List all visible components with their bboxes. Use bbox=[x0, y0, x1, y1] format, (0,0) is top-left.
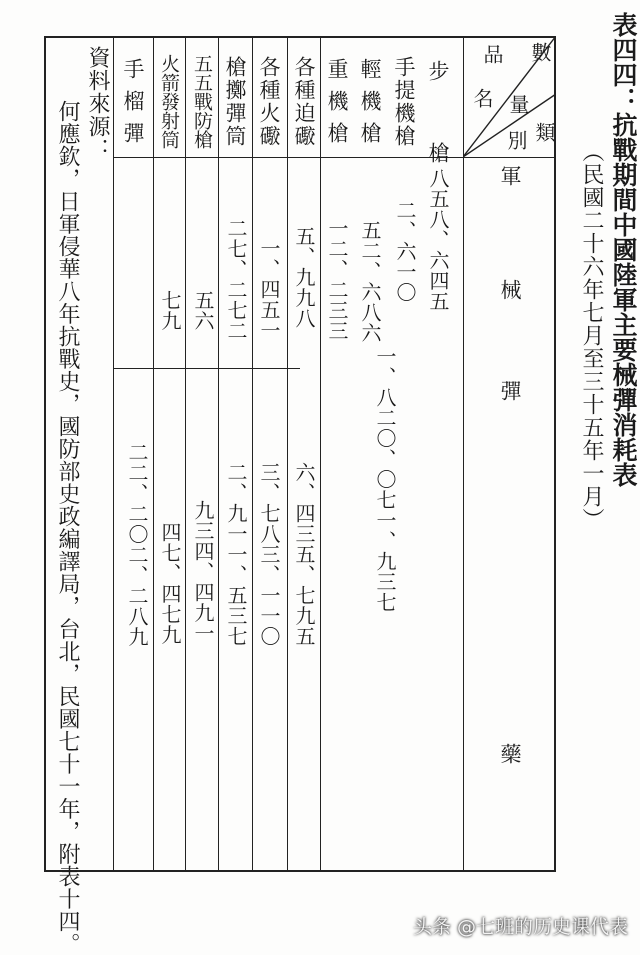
header-item: 品 bbox=[480, 44, 504, 64]
header-amount: 量 bbox=[506, 94, 530, 114]
arms-value: 八五八、六四五 bbox=[426, 168, 450, 312]
source-text: 何應欽，日軍侵華八年抗戰史，國防部史政編譯局，台北，民國七十一年，附表十四。 bbox=[55, 100, 80, 955]
separator bbox=[218, 36, 219, 872]
separator bbox=[113, 157, 556, 158]
arms-value: 五、九九八 bbox=[292, 226, 316, 329]
row-name: 火箭發射筒 bbox=[158, 54, 180, 149]
header-quantity: 數 bbox=[528, 42, 552, 62]
row-name: 重機槍 bbox=[325, 58, 349, 154]
row-name: 手榴彈 bbox=[121, 58, 145, 154]
row-name: 各種火礮 bbox=[257, 56, 281, 148]
arms-value: 二、六一〇 bbox=[393, 200, 417, 303]
header-separate: 別 bbox=[504, 130, 528, 150]
separator bbox=[153, 36, 154, 872]
row-name: 手提機槍 bbox=[392, 56, 416, 148]
row-name: 步 槍 bbox=[426, 60, 450, 183]
ammo-value: 二、九一一、五三七 bbox=[224, 462, 248, 647]
row-name: 各種迫礮 bbox=[292, 56, 316, 148]
arms-value: 一、四五一 bbox=[257, 238, 281, 341]
ammo-value: 一、八二〇、〇七一、九三七 bbox=[373, 346, 397, 613]
row-name: 五五戰防槍 bbox=[191, 54, 213, 149]
header-category: 類 bbox=[532, 122, 556, 142]
separator bbox=[113, 368, 300, 369]
col-header-ammo: 彈 藥 bbox=[498, 380, 522, 864]
col-header-arms: 軍 械 bbox=[498, 165, 522, 336]
arms-value: 五六 bbox=[191, 290, 215, 331]
separator bbox=[463, 36, 464, 872]
ammo-value: 六、四三五、七九五 bbox=[292, 462, 316, 647]
source-label: 資料來源： bbox=[85, 46, 110, 161]
row-name: 輕機槍 bbox=[358, 58, 382, 154]
separator bbox=[113, 36, 114, 872]
arms-value: 一二、二三三 bbox=[325, 218, 349, 341]
arms-value: 五二、六八六 bbox=[358, 220, 382, 343]
ammo-value: 四七、四七九 bbox=[158, 522, 182, 645]
ammo-value: 三、七八三、一一〇 bbox=[257, 462, 281, 647]
separator bbox=[185, 36, 186, 872]
table-title: 表四四：抗戰期間中國陸軍主要械彈消耗表 bbox=[609, 12, 638, 487]
arms-value: 二七、二七二 bbox=[224, 218, 248, 341]
separator bbox=[287, 36, 288, 872]
ammo-value: 二二、二〇二、二八九 bbox=[125, 442, 149, 647]
ammo-value: 九三四、四九一 bbox=[191, 500, 215, 644]
header-name: 名 bbox=[470, 88, 494, 108]
watermark: 头条 @七班的历史课代表 bbox=[412, 916, 628, 938]
table-period: （民國二十六年七月至三十五年一月） bbox=[579, 140, 604, 531]
arms-value: 七九 bbox=[158, 290, 182, 331]
row-name: 槍擲彈筒 bbox=[223, 56, 247, 148]
table-frame bbox=[44, 36, 556, 872]
separator bbox=[320, 36, 321, 872]
separator bbox=[252, 36, 253, 872]
